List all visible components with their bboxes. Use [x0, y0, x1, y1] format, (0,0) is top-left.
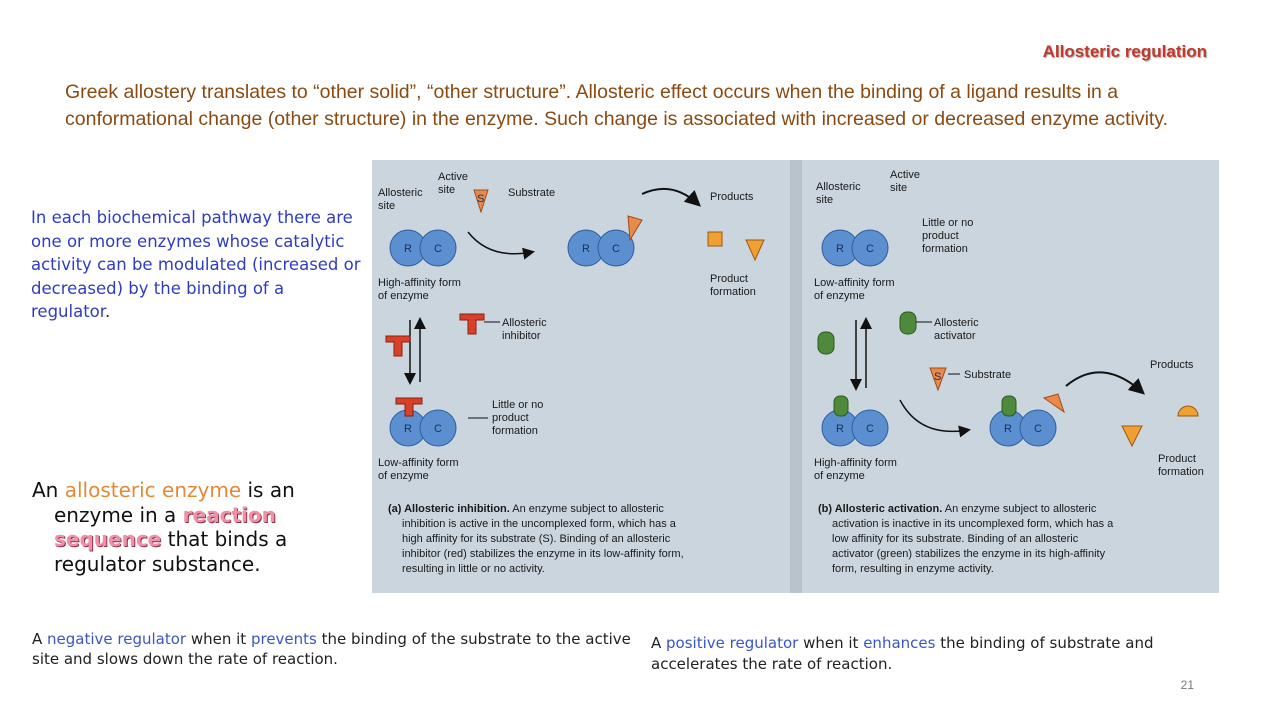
caption-line: activator (green) stabilizes the enzyme in its high-affinity: [832, 548, 1106, 560]
label-line: Little or no: [492, 399, 544, 411]
enzyme-r: R: [404, 243, 412, 255]
label-line: Product: [710, 273, 748, 285]
caption-line: An enzyme subject to allosteric: [942, 503, 1097, 515]
neg-term: negative regulator: [47, 630, 187, 648]
def-line2: [32, 503, 362, 528]
positive-regulator-note: [651, 633, 1231, 675]
label-line: formation: [1158, 466, 1204, 478]
label-line: Product: [1158, 453, 1196, 465]
label-line: Allosteric: [502, 317, 547, 329]
neg-e: the binding of the substrate to the active site and slows down the rate of reaction.: [32, 630, 631, 668]
complex-c: C: [612, 243, 620, 255]
allosteric-figure: [372, 160, 1219, 593]
label-line: formation: [710, 286, 756, 298]
b-low-r: R: [836, 243, 844, 255]
label-line: Active: [438, 171, 468, 183]
caption-bold: (a) Allosteric inhibition.: [388, 503, 510, 515]
b-complex-r: R: [1004, 423, 1012, 435]
pos-verb: enhances: [863, 634, 936, 652]
label-line: High-affinity form: [814, 457, 897, 469]
activator-legend-b: [900, 312, 916, 334]
label-line: product: [922, 230, 959, 242]
label-line: Low-affinity form: [378, 457, 459, 469]
b-complex-c: C: [1034, 423, 1042, 435]
left-note: [31, 206, 361, 324]
def-line3: [32, 527, 362, 552]
label-line: of enzyme: [378, 470, 429, 482]
figure-svg: [372, 160, 1219, 593]
neg-a: A: [32, 630, 48, 648]
page-number: 21: [1180, 678, 1194, 692]
label-line: site: [378, 200, 396, 212]
label-substrate-a: Substrate: [508, 187, 556, 199]
def-w3: is an: [241, 478, 295, 502]
enzyme-c: C: [434, 243, 442, 255]
label-line: inhibitor: [502, 330, 541, 342]
label-line: product: [492, 412, 529, 424]
pos-term: positive regulator: [666, 634, 799, 652]
def-sequence: sequence: [54, 527, 162, 551]
def-allosteric-enzyme: allosteric enzyme: [64, 478, 242, 502]
complex-r: R: [582, 243, 590, 255]
label-line: site: [890, 182, 908, 194]
low-r-a: R: [404, 423, 412, 435]
caption-bold: (b) Allosteric activation.: [818, 503, 943, 515]
label-line: Allosteric: [816, 181, 861, 193]
label-line: formation: [492, 425, 538, 437]
def-line4: regulator substance.: [54, 551, 261, 576]
label-line: Active: [890, 169, 920, 181]
panel-divider: [790, 160, 802, 593]
label-activator-b: [934, 317, 979, 342]
activator-free-b: [818, 332, 834, 354]
caption-line: inhibitor (red) stabilizes the enzyme in its low-affinity form,: [402, 548, 684, 560]
label-line: Little or no: [922, 217, 974, 229]
b-high-c: C: [866, 423, 874, 435]
label-line: site: [816, 194, 834, 206]
def-w4: enzyme in a: [54, 502, 183, 527]
label-line: Low-affinity form: [814, 277, 895, 289]
caption-line: activation is inactive in its uncomplexed form, which has a: [832, 518, 1114, 530]
label-products-a: Products: [710, 191, 754, 203]
pos-e: the binding of substrate and accelerates the rate of reaction.: [651, 634, 1154, 673]
left-note-text: In each biochemical pathway there are one or more enzymes whose catalytic activity can be modulated (increased or decreased) by the binding of a regulator: [31, 208, 361, 321]
def-w1: An: [32, 478, 65, 502]
allosteric-definition: [32, 478, 362, 576]
label-line: of enzyme: [814, 290, 865, 302]
label-products-b: Products: [1150, 359, 1194, 371]
caption-line: An enzyme subject to allosteric: [509, 503, 664, 515]
neg-c: when it: [186, 630, 251, 648]
label-line: site: [438, 184, 456, 196]
label-line: of enzyme: [814, 470, 865, 482]
neg-verb: prevents: [250, 630, 317, 648]
intro-paragraph: Greek allostery translates to “other solid”, “other structure”. Allosteric effect occurs when the binding of a ligand results in a conformational change (other structure) in the enzyme. Such change is associated with increased or decreased enzyme activity.: [65, 81, 1169, 130]
label-inhibitor-a: [502, 317, 547, 342]
pos-a: A: [651, 634, 667, 652]
pos-c: when it: [798, 634, 864, 652]
b-high-r: R: [836, 423, 844, 435]
caption-line: inhibition is active in the uncomplexed form, which has a: [402, 518, 676, 530]
caption-line: form, resulting in enzyme activity.: [832, 563, 994, 575]
label-line: Allosteric: [378, 187, 423, 199]
label-line: Allosteric: [934, 317, 979, 329]
low-c-a: C: [434, 423, 442, 435]
label-line: activator: [934, 330, 976, 342]
label-line: High-affinity form: [378, 277, 461, 289]
label-line: formation: [922, 243, 968, 255]
substrate-s-a: S: [477, 193, 485, 205]
product-square-a: [708, 232, 722, 246]
negative-regulator-note: [32, 629, 642, 669]
slide-title: Allosteric regulation: [1042, 42, 1207, 61]
caption-line: high affinity for its substrate (S). Binding of an allosteric: [402, 533, 671, 545]
substrate-s-b: S: [934, 371, 942, 383]
caption-line: low affinity for its substrate. Binding of an allosteric: [832, 533, 1079, 545]
def-reaction: reaction: [182, 502, 276, 527]
def-w7: that binds a: [161, 527, 288, 551]
left-note-period: .: [105, 302, 111, 321]
b-low-c: C: [866, 243, 874, 255]
label-line: of enzyme: [378, 290, 429, 302]
label-substrate-b: Substrate: [964, 369, 1012, 381]
caption-line: resulting in little or no activity.: [402, 563, 545, 575]
